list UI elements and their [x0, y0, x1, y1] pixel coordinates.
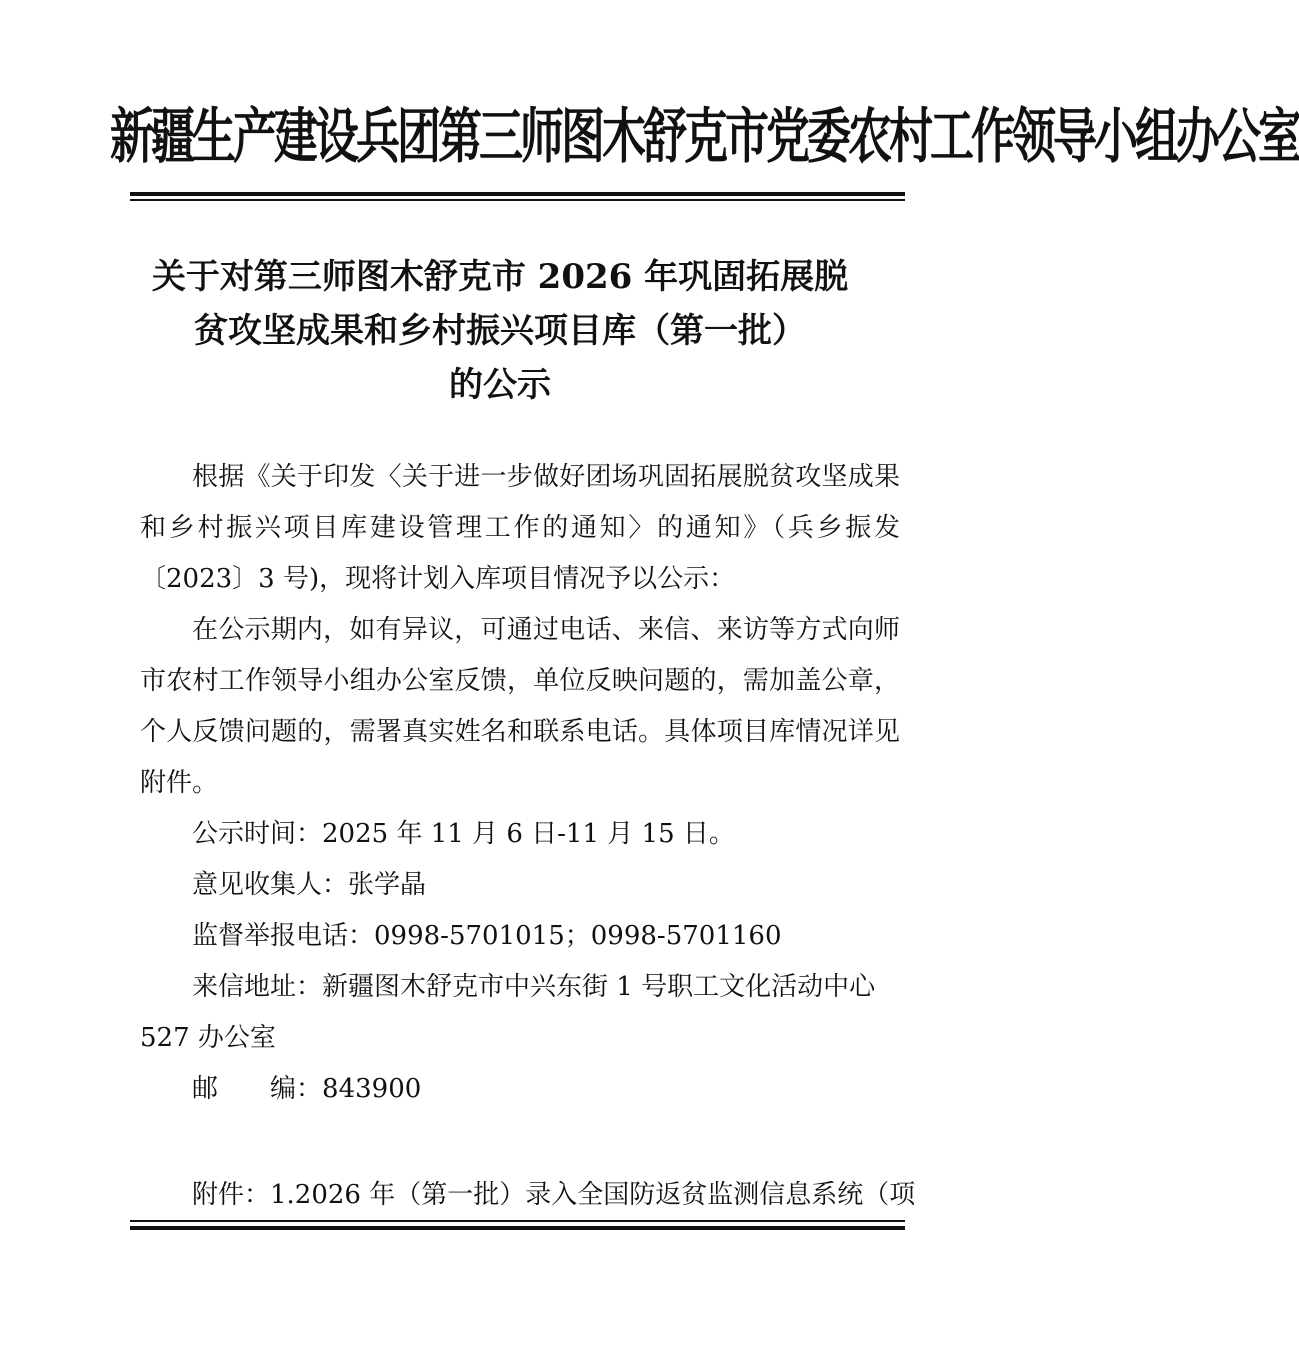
attachment-line: 附件：1.2026 年（第一批）录入全国防返贫监测信息系统（项 — [192, 1180, 916, 1210]
mailing-address — [140, 962, 900, 1064]
address-label: 来信地址： — [192, 972, 323, 1002]
header-divider-thick — [130, 192, 905, 196]
header-divider-thin — [130, 199, 905, 201]
title-line-1: 关于对第三师图木舒克市 2026 年巩固拓展脱 — [151, 257, 849, 297]
footer-divider-thick — [130, 1226, 905, 1230]
postal-label-1: 邮 — [192, 1074, 219, 1104]
address-value: 新疆图木舒克市中兴东街 1 号职工文化活动中心 527 办公室 — [140, 972, 876, 1053]
postal-code — [140, 1064, 900, 1115]
notice-period-label: 公示时间： — [192, 819, 323, 849]
report-phone — [140, 911, 900, 962]
title-line-3: 的公示 — [449, 365, 551, 405]
phone-value: 0998-5701015；0998-5701160 — [374, 921, 782, 951]
phone-label: 监督举报电话： — [192, 921, 375, 951]
title-line-2: 贫攻坚成果和乡村振兴项目库（第一批） — [194, 311, 806, 351]
footer-divider-thin — [130, 1220, 905, 1222]
basis-paragraph: 根据《关于印发〈关于进一步做好团场巩固拓展脱贫攻坚成果和乡村振兴项目库建设管理工作的通知〉的通知》（兵乡振发〔2023〕3 号)，现将计划入库项目情况予以公示： — [140, 462, 900, 594]
contact-label: 意见收集人： — [192, 870, 349, 900]
notice-period-value: 2025 年 11 月 6 日-11 月 15 日。 — [322, 819, 735, 849]
document-title — [100, 250, 900, 412]
postal-label-2: 编： — [270, 1074, 323, 1104]
document-body — [140, 452, 916, 1221]
postal-value: 843900 — [322, 1074, 422, 1104]
issuing-office-header: 新疆生产建设兵团第三师图木舒克市党委农村工作领导小组办公室 — [110, 102, 1299, 172]
objection-paragraph: 在公示期内，如有异议，可通过电话、来信、来访等方式向师市农村工作领导小组办公室反馈，单位反映问题的，需加盖公章，个人反馈问题的，需署真实姓名和联系电话。具体项目库情况详见附件。 — [140, 615, 900, 798]
contact-value: 张学晶 — [348, 870, 427, 900]
notice-period — [140, 809, 900, 860]
contact-person — [140, 860, 900, 911]
